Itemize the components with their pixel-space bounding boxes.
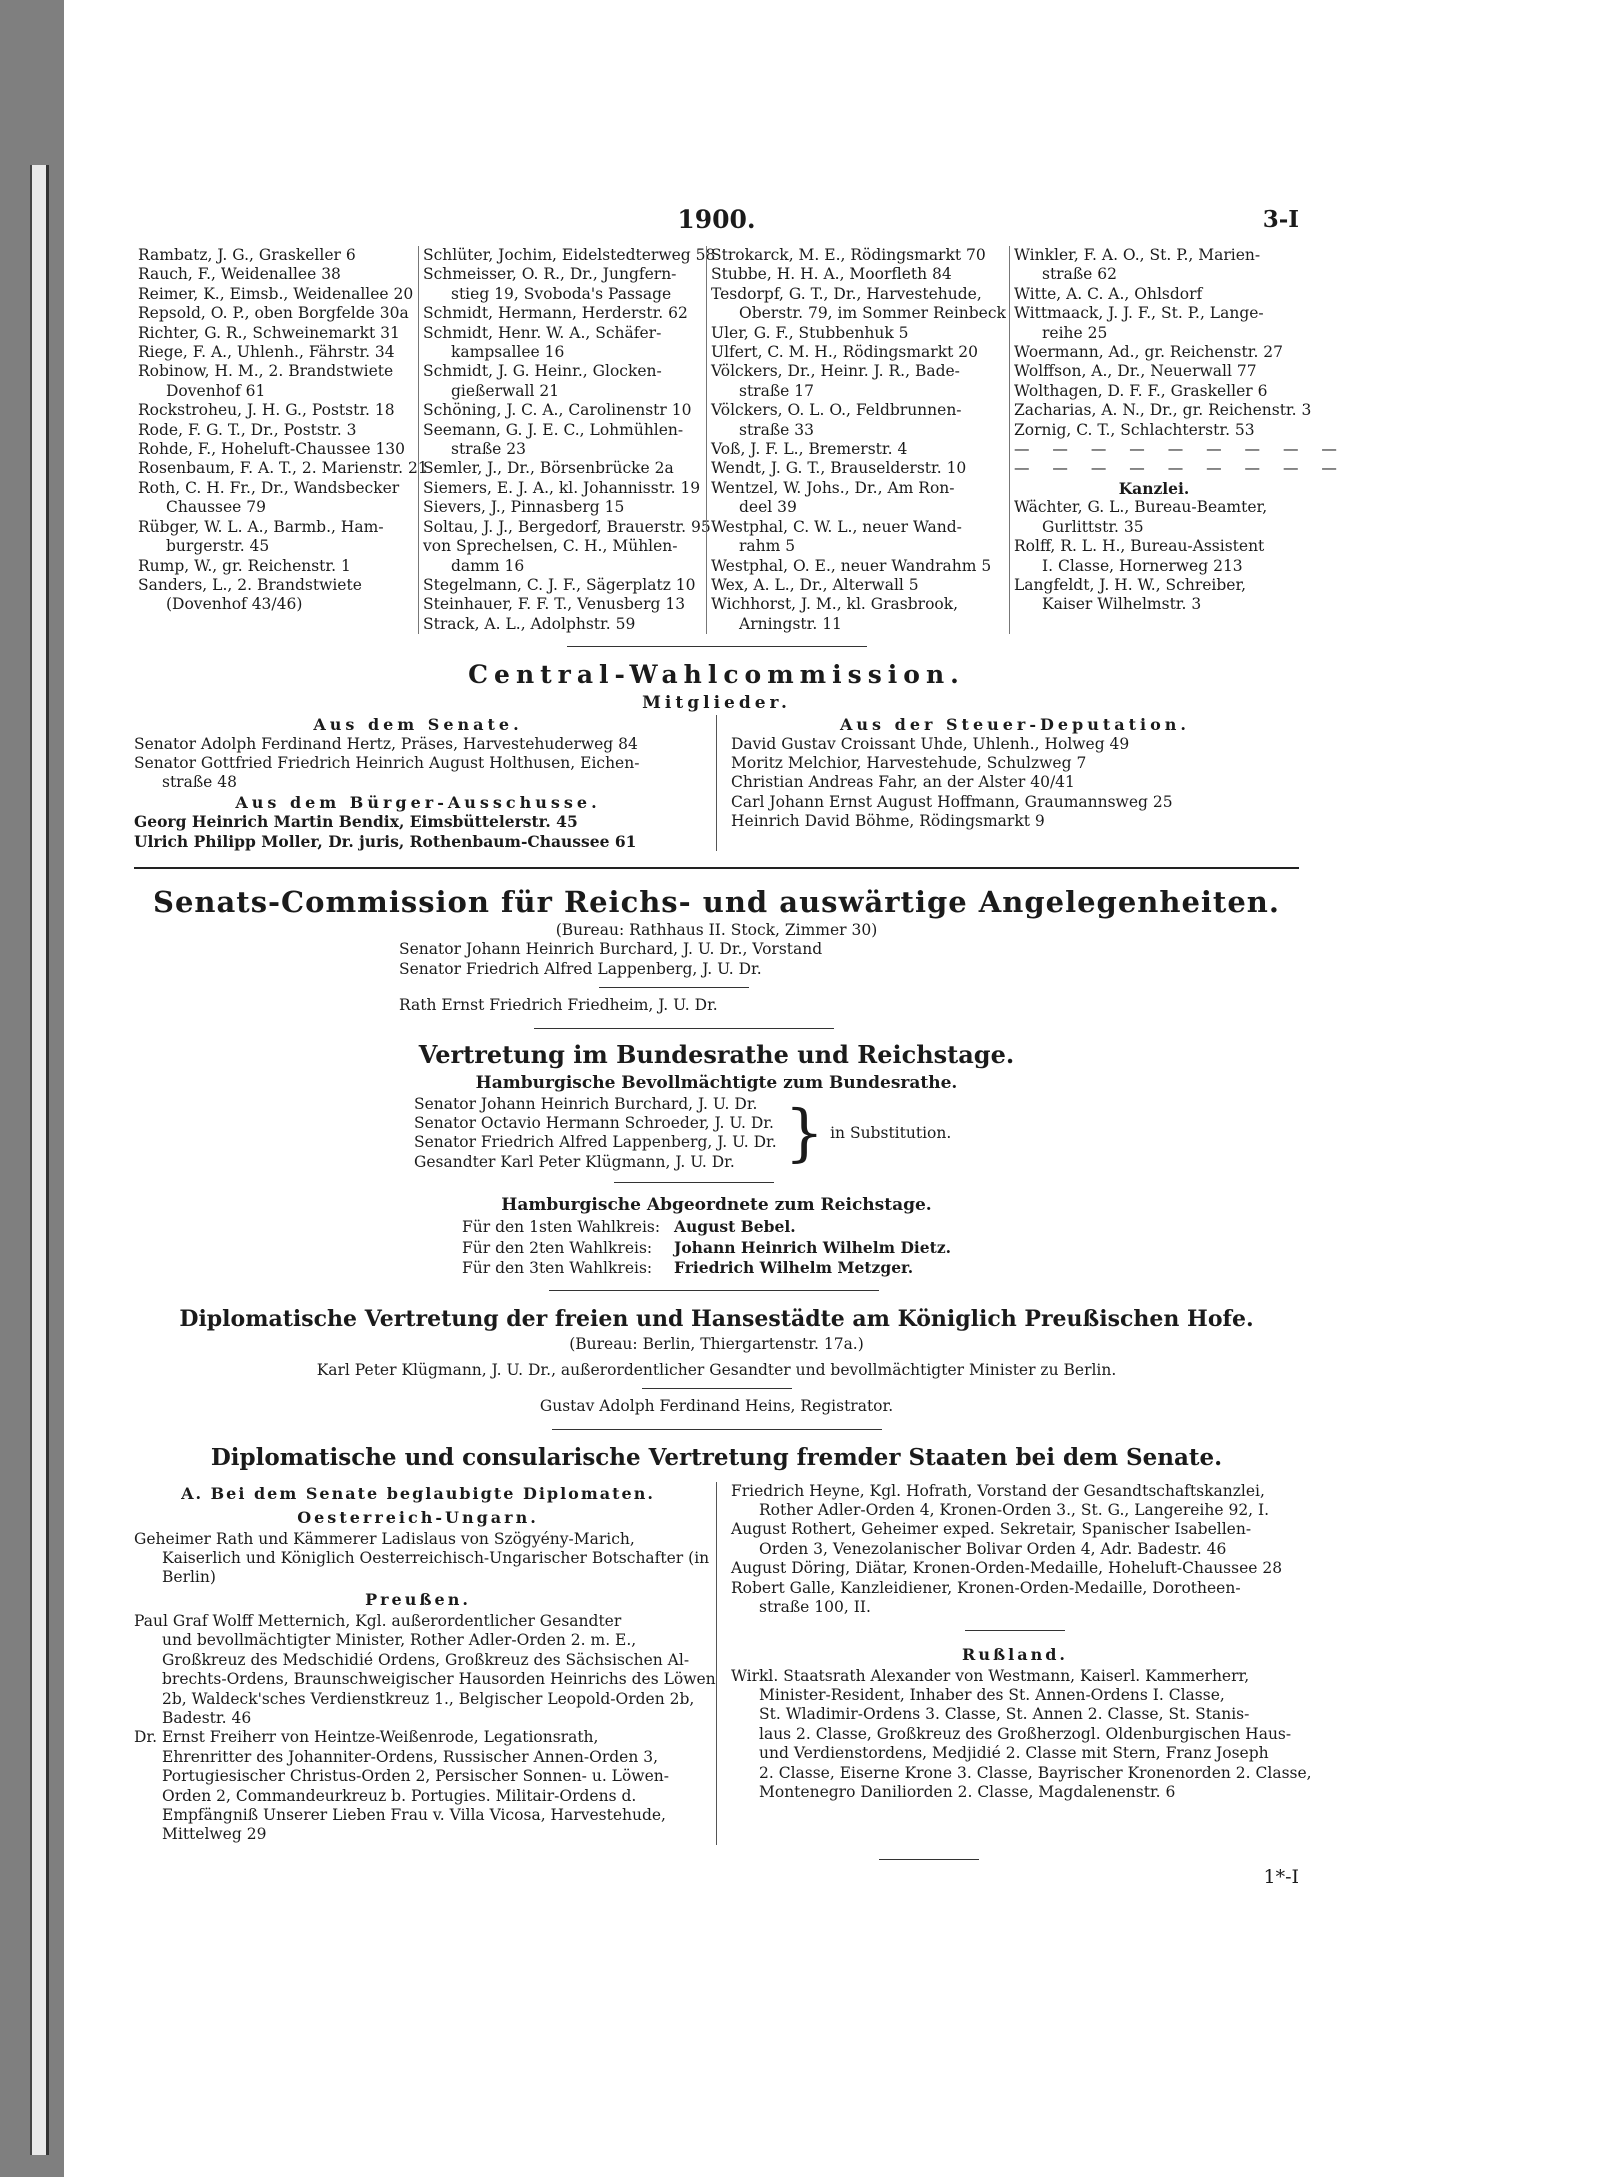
wahlkreis-name: Johann Heinrich Wilhelm Dietz. [674, 1237, 952, 1257]
bev-line: Gesandter Karl Peter Klügmann, J. U. Dr. [414, 1152, 735, 1171]
divider [552, 1429, 882, 1430]
russland-heading: Rußland. [962, 1644, 1068, 1664]
wahl-subtitle: Mitglieder. [642, 693, 791, 714]
wahlkreise [462, 1217, 1299, 1278]
preussen-line: Mittelweg 29 [162, 1825, 267, 1844]
wahl-right [716, 715, 1299, 851]
preussen-line: Paul Graf Wolff Metternich, Kgl. außerordentlicher Gesandter [134, 1611, 622, 1630]
wahlkreis-row [462, 1238, 1299, 1258]
directory-column-3 [706, 246, 1009, 634]
preussen-line: Empfängniß Unserer Lieben Frau v. Villa Vicosa, Harvestehude, [162, 1805, 666, 1824]
bevollmaechtigte-list [414, 1095, 777, 1173]
steuer-heading: Aus der Steuer-Deputation. [840, 715, 1190, 735]
directory-entry: Wex, A. L., Dr., Alterwall 5 [711, 575, 919, 594]
directory-entry: Gurlittstr. 35 [1042, 517, 1144, 536]
directory-entry: Roth, C. H. Fr., Dr., Wandsbecker [138, 478, 400, 497]
reich-title: Senats-Commission für Reichs- und auswärtige Angelegenheiten. [153, 884, 1280, 919]
preussen-line: Dr. Ernst Freiherr von Heintze-Weißenrode, Legationsrath, [134, 1728, 599, 1747]
dash-rule: — — — — — — — — — [1014, 440, 1346, 459]
wahlkreis-row [462, 1258, 1299, 1278]
directory-column-1 [134, 246, 428, 634]
bundesrath-title: Vertretung im Bundesrathe und Reichstage. [418, 1039, 1015, 1069]
directory-entry: damm 16 [451, 556, 525, 575]
directory-entry: Steinhauer, F. F. T., Venusberg 13 [423, 595, 686, 614]
preussen-hof-bureau: (Bureau: Berlin, Thiergartenstr. 17a.) [569, 1335, 864, 1354]
directory-entry: Semler, J., Dr., Börsenbrücke 2a [423, 459, 674, 478]
steuer-line: Moritz Melchior, Harvestehude, Schulzweg 7 [731, 753, 1087, 772]
page-header [134, 205, 1299, 246]
fremde-left [134, 1482, 716, 1845]
directory-entry: Völckers, O. L. O., Feldbrunnen- [711, 401, 962, 420]
wahl-title: Central-Wahlcommission. [468, 660, 965, 690]
directory-entry: Riege, F. A., Uhlenh., Fährstr. 34 [138, 343, 395, 362]
directory-entry: Völckers, Dr., Heinr. J. R., Bade- [711, 362, 960, 381]
page-mark: 1*-I [1263, 1865, 1299, 1888]
senat-heading: Aus dem Senate. [313, 715, 523, 735]
buerger-line: Ulrich Philipp Moller, Dr. juris, Rothenbaum-Chaussee 61 [134, 831, 637, 851]
wahlkreis-label: Für den 1sten Wahlkreis: [462, 1218, 661, 1237]
preussen-line: 2b, Waldeck'sches Verdienstkreuz 1., Belgischer Leopold-Orden 2b, [162, 1689, 695, 1708]
directory-entry: Rohde, F., Hoheluft-Chaussee 130 [138, 440, 406, 459]
directory-entry: Dovenhof 61 [166, 381, 266, 400]
bev-line: Senator Friedrich Alfred Lappenberg, J. U. Dr. [414, 1133, 777, 1152]
directory-entry: Zornig, C. T., Schlachterstr. 53 [1014, 420, 1255, 439]
directory-entry: Langfeldt, J. H. W., Schreiber, [1014, 575, 1247, 594]
wahlkreis-name: Friedrich Wilhelm Metzger. [674, 1258, 914, 1278]
steuer-line: Carl Johann Ernst August Hoffmann, Graumannsweg 25 [731, 792, 1173, 811]
directory-entry: straße 17 [739, 381, 815, 400]
directory-entry: Rübger, W. L. A., Barmb., Ham- [138, 517, 384, 536]
wahlkreis-label: Für den 2ten Wahlkreis: [462, 1238, 653, 1257]
buerger-line: Georg Heinrich Martin Bendix, Eimsbüttelerstr. 45 [134, 812, 578, 832]
directory-entry: Chaussee 79 [166, 498, 266, 517]
directory-entry: straße 62 [1042, 265, 1118, 284]
directory-entry: stieg 19, Svoboda's Passage [451, 284, 672, 303]
directory-entry: kampsallee 16 [451, 343, 565, 362]
page-content [134, 205, 1346, 1888]
preussen-hof-registrator: Gustav Adolph Ferdinand Heins, Registrator. [539, 1397, 894, 1416]
directory-entry: Wolffson, A., Dr., Neuerwall 77 [1014, 362, 1257, 381]
steuer-line: David Gustav Croissant Uhde, Uhlenh., Holweg 49 [731, 734, 1130, 753]
senat-line: straße 48 [162, 773, 238, 792]
section-rule [134, 867, 1299, 869]
directory-entry: Winkler, F. A. O., St. P., Marien- [1014, 246, 1261, 264]
oesterreich-line: Geheimer Rath und Kämmerer Ladislaus von Szögyény-Marich, [134, 1529, 635, 1548]
senat-line: Senator Gottfried Friedrich Heinrich August Holthusen, Eichen- [134, 753, 640, 772]
divider [549, 1290, 879, 1291]
directory-entry: Rode, F. G. T., Dr., Poststr. 3 [138, 420, 357, 439]
directory-entry: Rambatz, J. G., Graskeller 6 [138, 246, 356, 264]
substitution-note: in Substitution. [830, 1123, 952, 1142]
preussen-line: Großkreuz des Medschidié Ordens, Großkreuz des Sächsischen Al- [162, 1650, 690, 1669]
kanzlei-line: August Döring, Diätar, Kronen-Orden-Medaille, Hoheluft-Chaussee 28 [731, 1559, 1283, 1578]
directory-entry: Oberstr. 79, im Sommer Reinbeck [739, 304, 1006, 323]
bev-line: Senator Octavio Hermann Schroeder, J. U. Dr. [414, 1114, 774, 1132]
wahlkreis-name: August Bebel. [674, 1217, 796, 1237]
fremde-title: Diplomatische und consularische Vertretung fremder Staaten bei dem Senate. [210, 1443, 1223, 1471]
kanzlei-line: straße 100, II. [759, 1598, 871, 1617]
reich-members [399, 940, 1299, 979]
reich-bureau: (Bureau: Rathhaus II. Stock, Zimmer 30) [555, 920, 878, 939]
directory-entry: Reimer, K., Eimsb., Weidenallee 20 [138, 284, 414, 303]
directory-entry: Robinow, H. M., 2. Brandstwiete [138, 362, 394, 381]
directory-entry: Strokarck, M. E., Rödingsmarkt 70 [711, 246, 986, 264]
directory-entry: Voß, J. F. L., Bremerstr. 4 [711, 440, 908, 459]
directory-entry: Westphal, C. W. L., neuer Wand- [711, 517, 962, 536]
divider [534, 1028, 834, 1029]
divider [614, 1182, 774, 1183]
directory-entry: Rosenbaum, F. A. T., 2. Marienstr. 21 [138, 459, 428, 478]
directory-column-2 [418, 246, 716, 634]
abgeordnete-heading: Hamburgische Abgeordnete zum Reichstage. [501, 1195, 932, 1216]
fremde-columns [134, 1481, 1312, 1845]
oesterreich-line: Kaiserlich und Königlich Oesterreichisch-Ungarischer Botschafter (in [162, 1549, 710, 1568]
bevollmaechtigte-heading: Hamburgische Bevollmächtigte zum Bundesrathe. [475, 1072, 958, 1093]
directory-entry: Zacharias, A. N., Dr., gr. Reichenstr. 3 [1014, 401, 1312, 420]
directory-entry: Siemers, E. J. A., kl. Johannisstr. 19 [423, 478, 701, 497]
preussen-line: und bevollmächtigter Minister, Rother Adler-Orden 2. m. E., [162, 1631, 637, 1650]
russland-line: 2. Classe, Eiserne Krone 3. Classe, Bayrischer Kronenorden 2. Classe, [759, 1763, 1312, 1782]
directory-entry: Westphal, O. E., neuer Wandrahm 5 [711, 556, 992, 575]
reich-member: Senator Friedrich Alfred Lappenberg, J. U. Dr. [399, 959, 762, 978]
directory-entry: Kaiser Wilhelmstr. 3 [1042, 595, 1202, 614]
reich-rath: Rath Ernst Friedrich Friedheim, J. U. Dr. [399, 996, 718, 1015]
directory-entry: (Dovenhof 43/46) [166, 595, 303, 614]
directory-entry: Stegelmann, C. J. F., Sägerplatz 10 [423, 575, 696, 594]
page-year: 1900. [677, 205, 756, 234]
brace-glyph: } [784, 1096, 825, 1170]
russland-line: Montenegro Daniliorden 2. Classe, Magdalenenstr. 6 [759, 1782, 1176, 1801]
wahlkreis-row [462, 1217, 1299, 1237]
divider [599, 987, 749, 988]
russland-line: Minister-Resident, Inhaber des St. Annen-Ordens I. Classe, [759, 1685, 1225, 1704]
directory-entry: Tesdorpf, G. T., Dr., Harvestehude, [711, 284, 982, 303]
directory-entry: Soltau, J. J., Bergedorf, Brauerstr. 95 [423, 517, 711, 536]
directory-entry: Richter, G. R., Schweinemarkt 31 [138, 323, 400, 342]
section-a-heading: A. Bei dem Senate beglaubigte Diplomaten. [181, 1483, 655, 1503]
preussen-line: Orden 2, Commandeurkreuz b. Portugies. Militair-Ordens d. [162, 1786, 637, 1805]
kanzlei-line: Rother Adler-Orden 4, Kronen-Orden 3., St. G., Langereihe 92, I. [759, 1501, 1270, 1520]
bev-line: Senator Johann Heinrich Burchard, J. U. Dr. [414, 1094, 758, 1113]
directory-entry: Schmidt, Henr. W. A., Schäfer- [423, 323, 662, 342]
directory-entry: Stubbe, H. H. A., Moorfleth 84 [711, 265, 952, 284]
directory-entry: Rauch, F., Weidenallee 38 [138, 265, 341, 284]
steuer-line: Christian Andreas Fahr, an der Alster 40/41 [731, 773, 1075, 792]
preussen-hof-title: Diplomatische Vertretung der freien und Hansestädte am Königlich Preußischen Hofe. [179, 1306, 1254, 1333]
preussen-line: Badestr. 46 [162, 1708, 252, 1727]
russland-line: St. Wladimir-Ordens 3. Classe, St. Annen 2. Classe, St. Stanis- [759, 1705, 1250, 1724]
directory-entry: deel 39 [739, 498, 797, 517]
directory-entry: Schöning, J. C. A., Carolinenstr 10 [423, 401, 692, 420]
directory-entry: Sievers, J., Pinnasberg 15 [423, 498, 625, 517]
russland-line: und Verdienstordens, Medjidié 2. Classe mit Stern, Franz Joseph [759, 1744, 1269, 1763]
directory-entry: von Sprechelsen, C. H., Mühlen- [423, 537, 678, 556]
directory-entry: reihe 25 [1042, 323, 1108, 342]
page-folio: 3-I [1262, 206, 1299, 233]
directory-columns [134, 246, 1346, 634]
directory-entry: I. Classe, Hornerweg 213 [1042, 556, 1243, 575]
directory-entry: Wichhorst, J. M., kl. Grasbrook, [711, 595, 959, 614]
kanzlei-heading: Kanzlei. [1118, 478, 1190, 498]
divider [965, 1630, 1065, 1631]
kanzlei-line: Orden 3, Venezolanischer Bolivar Orden 4, Adr. Badestr. 46 [759, 1539, 1227, 1558]
preussen-hof-gesandter: Karl Peter Klügmann, J. U. Dr., außerordentlicher Gesandter und bevollmächtigter Minister zu Berlin. [316, 1360, 1117, 1379]
directory-entry: straße 23 [451, 440, 527, 459]
steuer-line: Heinrich David Böhme, Rödingsmarkt 9 [731, 812, 1045, 831]
directory-entry: burgerstr. 45 [166, 537, 270, 556]
directory-entry: rahm 5 [739, 537, 796, 556]
footer-rule [879, 1859, 979, 1860]
directory-entry: Schmidt, Hermann, Herderstr. 62 [423, 304, 688, 323]
reich-member: Senator Johann Heinrich Burchard, J. U. Dr., Vorstand [399, 940, 823, 959]
fremde-right [716, 1481, 1312, 1845]
page-fold-strip [30, 165, 49, 2155]
wahl-left [134, 715, 716, 851]
kanzlei-line: Friedrich Heyne, Kgl. Hofrath, Vorstand der Gesandtschaftskanzlei, [731, 1481, 1265, 1500]
directory-entry: Wendt, J. G. T., Brauselderstr. 10 [711, 459, 967, 478]
directory-entry: Wentzel, W. Johs., Dr., Am Ron- [711, 478, 955, 497]
divider [567, 646, 867, 647]
directory-entry: Schmeisser, O. R., Dr., Jungfern- [423, 265, 677, 284]
russland-line: Wirkl. Staatsrath Alexander von Westmann, Kaiserl. Kammerherr, [731, 1666, 1250, 1685]
directory-entry: Sanders, L., 2. Brandstwiete [138, 575, 362, 594]
directory-column-4 [1009, 246, 1346, 634]
kanzlei-line: August Rothert, Geheimer exped. Sekretair, Spanischer Isabellen- [731, 1520, 1252, 1539]
wahl-columns [134, 715, 1299, 851]
divider [642, 1388, 792, 1389]
preussen-line: brechts-Ordens, Braunschweigischer Hausorden Heinrichs des Löwen [162, 1670, 716, 1689]
senat-line: Senator Adolph Ferdinand Hertz, Präses, Harvestehuderweg 84 [134, 734, 638, 753]
preussen-line: Ehrenritter des Johanniter-Ordens, Russischer Annen-Orden 3, [162, 1747, 659, 1766]
directory-entry: Uler, G. F., Stubbenhuk 5 [711, 323, 909, 342]
directory-entry: Schmidt, J. G. Heinr., Glocken- [423, 362, 662, 381]
wahlkreis-label: Für den 3ten Wahlkreis: [462, 1259, 653, 1278]
directory-entry: Strack, A. L., Adolphstr. 59 [423, 614, 636, 633]
directory-entry: straße 33 [739, 420, 815, 439]
directory-entry: Wächter, G. L., Bureau-Beamter, [1014, 498, 1268, 517]
directory-entry: Arningstr. 11 [739, 614, 842, 633]
dash-rule: — — — — — — — — — [1014, 459, 1346, 478]
directory-entry: Woermann, Ad., gr. Reichenstr. 27 [1014, 343, 1284, 362]
directory-entry: Witte, A. C. A., Ohlsdorf [1014, 284, 1203, 303]
buerger-heading: Aus dem Bürger-Ausschusse. [235, 792, 601, 812]
oesterreich-heading: Oesterreich-Ungarn. [297, 1507, 539, 1527]
bevollmaechtigte-block [414, 1095, 1299, 1173]
directory-entry: Rolff, R. L. H., Bureau-Assistent [1014, 537, 1265, 556]
preussen-heading: Preußen. [365, 1589, 471, 1609]
directory-entry: Repsold, O. P., oben Borgfelde 30a [138, 304, 409, 323]
directory-entry: Wittmaack, J. J. F., St. P., Lange- [1014, 304, 1264, 323]
directory-entry: Rockstroheu, J. H. G., Poststr. 18 [138, 401, 395, 420]
directory-entry: Wolthagen, D. F. F., Graskeller 6 [1014, 381, 1268, 400]
preussen-line: Portugiesischer Christus-Orden 2, Persischer Sonnen- u. Löwen- [162, 1767, 669, 1786]
directory-entry: gießerwall 21 [451, 381, 560, 400]
kanzlei-line: Robert Galle, Kanzleidiener, Kronen-Orden-Medaille, Dorotheen- [731, 1578, 1241, 1597]
directory-entry: Seemann, G. J. E. C., Lohmühlen- [423, 420, 684, 439]
directory-entry: Rump, W., gr. Reichenstr. 1 [138, 556, 351, 575]
russland-line: laus 2. Classe, Großkreuz des Großherzogl. Oldenburgischen Haus- [759, 1724, 1292, 1743]
directory-entry: Ulfert, C. M. H., Rödingsmarkt 20 [711, 343, 978, 362]
directory-entry: Schlüter, Jochim, Eidelstedterweg 58 [423, 246, 716, 264]
oesterreich-line: Berlin) [162, 1568, 216, 1587]
